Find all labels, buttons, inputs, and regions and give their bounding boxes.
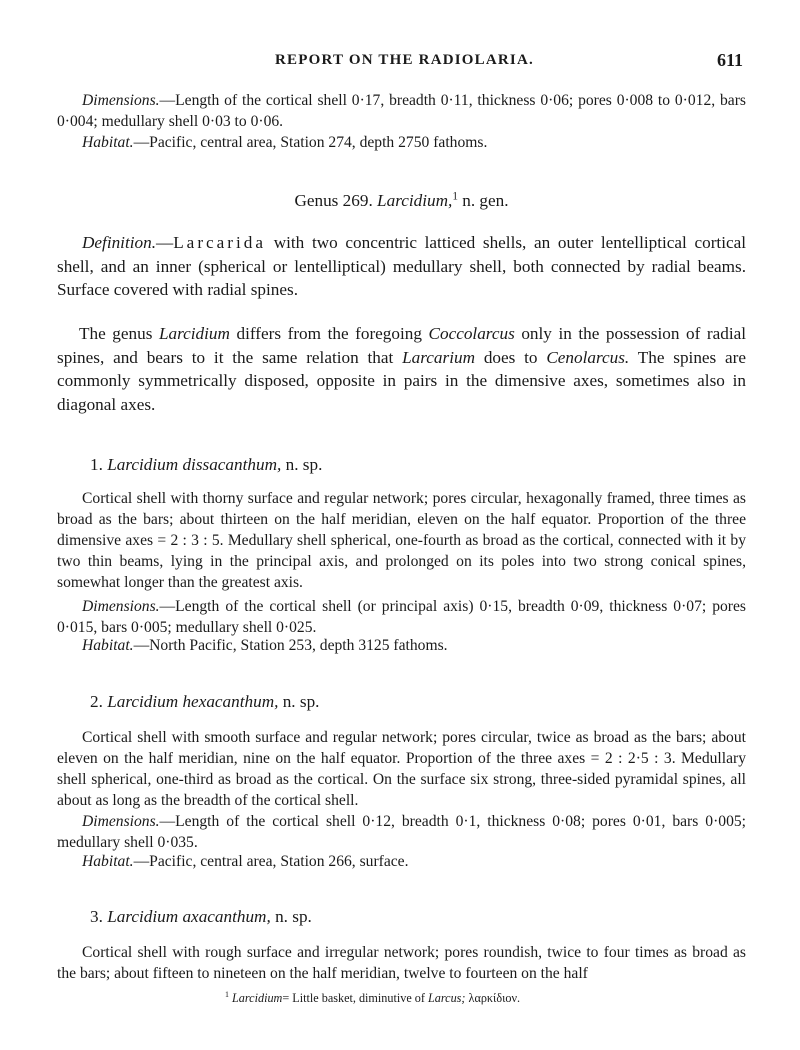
- footnote: [225, 990, 746, 1006]
- habitat-label: Habitat.: [82, 134, 134, 151]
- footnote-ref: 1: [452, 190, 458, 203]
- footnote-text: = Little basket, diminutive of: [282, 991, 425, 1005]
- species-name: Larcidium hexacanthum,: [107, 692, 279, 711]
- species-description: [57, 942, 746, 984]
- genus-heading-prefix: Genus 269.: [294, 191, 373, 210]
- species-description-text: Cortical shell with smooth surface and regular network; pores circular, twice as broad as the bars; about eleven on the half meridian, nine on the half equator. Proportion of the three axes = 2 : 2·5 : 3. Medullary shell spherical, one-third as broad as the cortical. On the surface six strong, three-sided pyramidal spines, all about as long as the breadth of the cortical shell.: [57, 729, 746, 809]
- definition-text: with two concentric latticed shells, an outer lentelliptical cortical shell, and an inner (spherical or lentelliptical) medullary shell, both connected by radial beams. Surface covered with radial spines.: [57, 233, 747, 299]
- species-habitat: [57, 635, 746, 656]
- species-habitat: [57, 851, 746, 872]
- genus-paragraph: [57, 322, 746, 416]
- species-suffix: n. sp.: [275, 907, 312, 926]
- species-number: 3.: [90, 907, 103, 926]
- definition-dash: —: [156, 233, 174, 252]
- para-cenolarcus: Cenolarcus.: [546, 347, 630, 367]
- para-text-1: The genus: [79, 324, 153, 343]
- footnote-term: Larcidium: [232, 991, 283, 1005]
- species-suffix: n. sp.: [285, 455, 323, 474]
- species-description: [57, 727, 746, 811]
- species-suffix: n. sp.: [282, 692, 320, 711]
- habitat-text: —Pacific, central area, Station 266, surface.: [133, 853, 409, 870]
- dimensions-text: —Length of the cortical shell (or principal axis) 0·15, breadth 0·09, thickness 0·07; pores 0·015, bars 0·005; medullary shell 0·025.: [57, 598, 746, 636]
- footnote-larcus: Larcus;: [428, 991, 466, 1005]
- definition-family: Larcarida: [173, 233, 267, 252]
- genus-definition: [57, 231, 746, 302]
- dimensions-label: Dimensions.: [82, 92, 160, 109]
- species-name: Larcidium dissacanthum,: [107, 455, 282, 474]
- para-coccolarcus: Coccolarcus: [428, 324, 515, 343]
- species-description: [57, 488, 746, 593]
- species-description-text: Cortical shell with thorny surface and regular network; pores circular, hexagonally framed, three times as broad as the bars; about thirteen on the half meridian, eleven on the half equator. Proportion of the three dimensive axes = 2 : 3 : 5. Medullary shell spherical, one-fourth as broad as the cortical, connected with it by two thin beams, lying in the principal axis, and prolonged on its poles into two strong conical spines, somewhat longer than the greatest axis.: [57, 490, 746, 591]
- species-number: 2.: [90, 692, 103, 711]
- species-number: 1.: [90, 455, 103, 474]
- prev-dimensions: [57, 90, 746, 132]
- habitat-text: —Pacific, central area, Station 274, depth 2750 fathoms.: [133, 134, 488, 151]
- dimensions-text: —Length of the cortical shell 0·12, breadth 0·1, thickness 0·08; pores 0·01, bars 0·005; medullary shell 0·035.: [57, 813, 746, 851]
- dimensions-label: Dimensions.: [82, 598, 160, 615]
- definition-label: Definition.: [82, 233, 156, 252]
- species-heading: [90, 690, 746, 714]
- para-genus-name: Larcidium: [158, 324, 230, 343]
- dimensions-text: —Length of the cortical shell 0·17, breadth 0·11, thickness 0·06; pores 0·008 to 0·012, bars 0·004; medullary shell 0·03 to 0·06.: [57, 92, 746, 130]
- species-dimensions: [57, 596, 746, 638]
- species-description-text: Cortical shell with rough surface and irregular network; pores roundish, twice to four times as broad as the bars; about fifteen to nineteen on the half meridian, twelve to fourteen on the half: [57, 944, 746, 982]
- species-name: Larcidium axacanthum,: [107, 907, 271, 926]
- genus-heading-suffix: n. gen.: [462, 191, 509, 210]
- dimensions-label: Dimensions.: [82, 813, 160, 830]
- species-heading: [90, 905, 746, 929]
- running-title: REPORT ON THE RADIOLARIA.: [275, 52, 534, 68]
- habitat-label: Habitat.: [82, 853, 134, 870]
- habitat-label: Habitat.: [82, 637, 134, 654]
- running-head: [0, 47, 800, 73]
- para-larcarium: Larcarium: [402, 347, 475, 367]
- species-heading: [90, 453, 746, 477]
- para-text-3: only in the possession of radial spines, and bears to it the same relation that: [57, 324, 747, 367]
- genus-heading: [57, 189, 746, 213]
- para-text-5: The spines are commonly symmetrically disposed, opposite in pairs in the dimensive axes, sometimes also in diagonal axes.: [57, 347, 747, 414]
- habitat-text: —North Pacific, Station 253, depth 3125 fathoms.: [133, 637, 448, 654]
- footnote-greek: λαρκίδιον.: [468, 991, 521, 1005]
- para-text-2: differs from the foregoing: [236, 324, 422, 343]
- page-number: 611: [716, 50, 743, 70]
- para-text-4: does to: [483, 347, 538, 367]
- prev-habitat: [57, 132, 746, 153]
- genus-heading-name: Larcidium,: [377, 191, 453, 210]
- species-dimensions: [57, 811, 746, 853]
- footnote-marker: 1: [225, 989, 229, 999]
